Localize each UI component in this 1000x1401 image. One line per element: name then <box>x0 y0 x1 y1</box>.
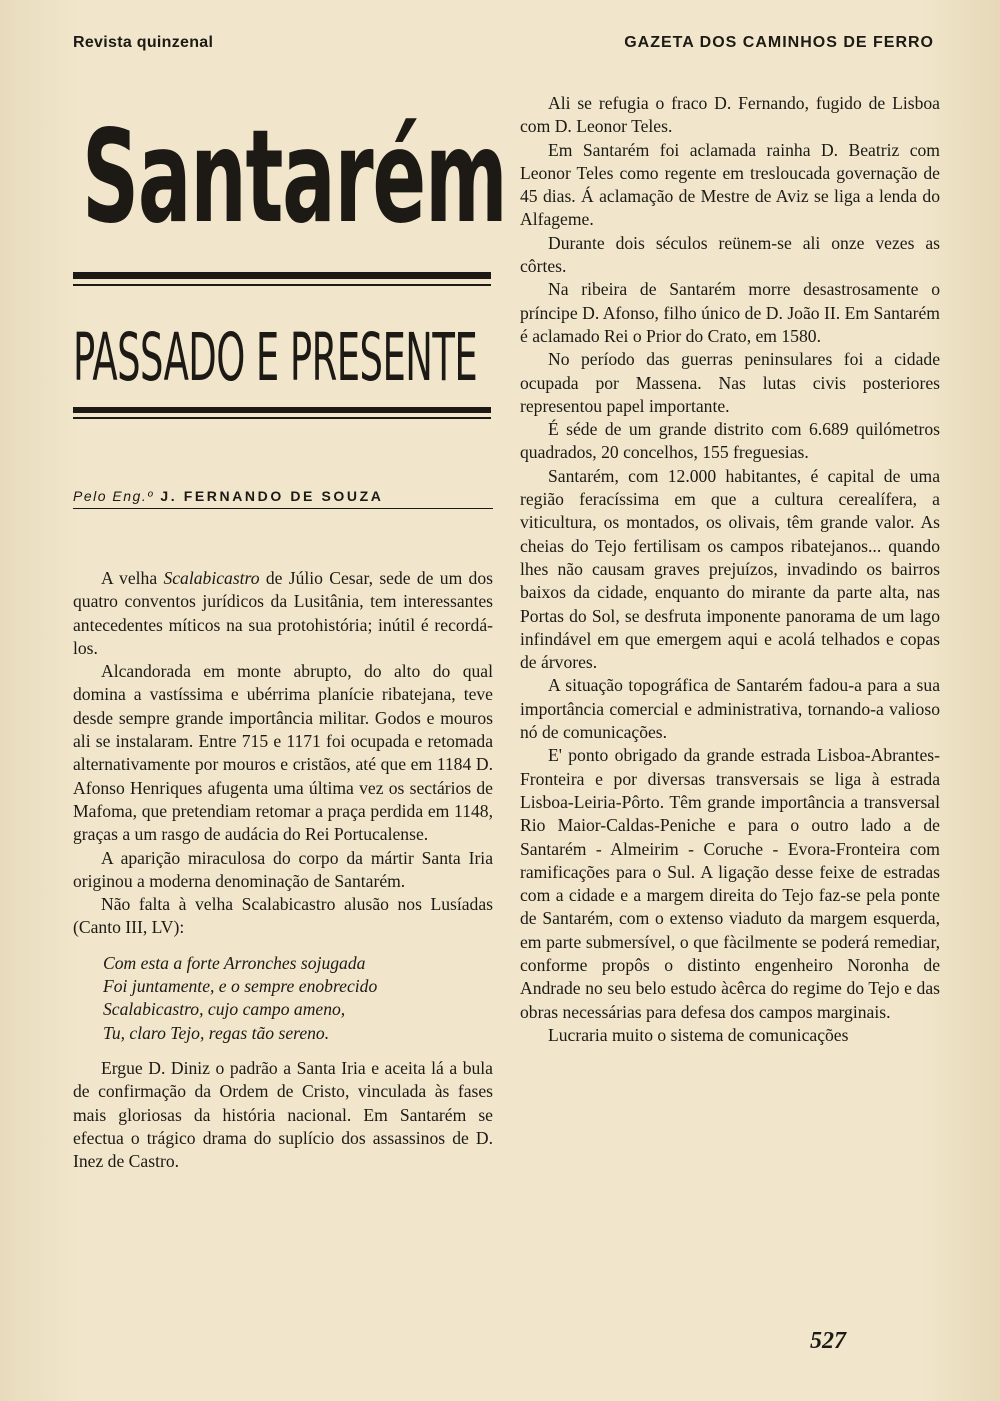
paragraph: Durante dois séculos reünem-se ali onze vezes as côrtes. <box>520 232 940 277</box>
poem-line: Com esta a forte Arronches sojugada <box>103 952 366 973</box>
paragraph: Não falta à velha Scalabicastro alusão nos Lusíadas (Canto III, LV): <box>73 894 493 938</box>
subtitle-rule-thick <box>73 407 491 413</box>
paragraph: Santarém, com 12.000 habitantes, é capital de uma região feracíssima em que a cultura cerealífera, a viticultura, os montados, os olivais, têm grande valor. As cheias do Tejo fertilisam os campos ribatejanos... quando lhes não causam graves prejuízos, invadindo os bairros baixos da cidade, enquanto do mirante da parte alta, nas Portas do Sol, se desfruta imponente panorama de um lago infindável em que emergem aqui e acolá telhados e copas de árvores. <box>520 465 940 673</box>
paragraph: A velha Scalabicastro de Júlio Cesar, sede de um dos quatro conventos jurídicos da Lusitânia, tem interessantes antecedentes míticos na sua protohistória; inútil é recordá-los. <box>73 568 493 658</box>
poem-line: Tu, claro Tejo, regas tão sereno. <box>103 1022 330 1043</box>
poem-line: Foi juntamente, e o sempre enobrecido <box>103 976 378 997</box>
paragraph: Ergue D. Diniz o padrão a Santa Iria e aceita lá a bula de confirmação da Ordem de Cristo, vinculada às fases mais gloriosas da história nacional. Em Santarém se efectua o trágico drama do suplício dos assassinos de D. Inez de Castro. <box>73 1057 493 1172</box>
paragraph: Em Santarém foi aclamada rainha D. Beatriz com Leonor Teles como regente em tresloucada governação de 45 dias. Á aclamação de Mestre de Aviz se liga a lenda do Alfageme. <box>520 139 940 230</box>
poem-quote <box>103 952 493 1045</box>
byline <box>73 488 493 509</box>
paragraph: A situação topográfica de Santarém fadou-a para a sua importância comercial e administrativa, tornando-a valioso nó de comunicações. <box>520 675 940 743</box>
article-title: Santarém <box>82 103 507 252</box>
paragraph: Ali se refugia o fraco D. Fernando, fugido de Lisboa com D. Leonor Teles. <box>520 93 940 137</box>
paragraph: É séde de um grande distrito com 6.689 quilómetros quadrados, 20 concelhos, 155 freguesias. <box>520 419 940 463</box>
paragraph: Na ribeira de Santarém morre desastrosamente o príncipe D. Afonso, filho único de D. João II. Em Santarém é aclamado Rei o Prior do Crato, em 1580. <box>520 279 940 346</box>
paragraph: Alcandorada em monte abrupto, do alto do qual domina a vastíssima e ubérrima planície ribatejana, teve desde sempre grande importância militar. Godos e mouros ali se instalaram. Entre 715 e 1171 foi ocupada e retomada alternativamente por mouros e cristãos, até que em 1184 D. Afonso Henriques afugenta uma última vez os sectários de Mafoma, que pretendiam retomar a praça perdida em 1148, graças a um rasgo de audácia do Rei Portucalense. <box>73 661 493 845</box>
paragraph: E' ponto obrigado da grande estrada Lisboa-Abrantes-Fronteira e por diversas transversais se liga à estrada Lisboa-Leiria-Pôrto. Têm grande importância a transversal Rio Maior-Caldas-Peniche e para o outro lado a de Santarém - Almeirim - Coruche - Evora-Fronteira com ramificações para o Sul. A ligação desse feixe de estradas com a cidade e a margem direita do Tejo faz-se pela ponte de Santarém, com o extenso viaduto da margem esquerda, em parte submersível, o que fàcilmente se poderá remediar, conforme propôs o distinto engenheiro Noronha de Andrade no seu belo estudo àcêrca do regime do Tejo e das obras necessárias para defesa dos campos marginais. <box>520 745 940 1022</box>
paragraph: No período das guerras peninsulares foi a cidade ocupada por Massena. Nas lutas civis posteriores representou papel importante. <box>520 349 940 416</box>
right-column <box>520 92 940 1047</box>
left-column <box>73 567 493 1173</box>
paragraph: Lucraria muito o sistema de comunicações <box>548 1024 849 1045</box>
magazine-title: GAZETA DOS CAMINHOS DE FERRO <box>624 34 934 51</box>
paragraph: A aparição miraculosa do corpo da mártir Santa Iria originou a moderna denominação de Santarém. <box>73 847 493 891</box>
poem-line: Scalabicastro, cujo campo ameno, <box>103 999 346 1020</box>
byline-prefix: Pelo Eng.º <box>73 488 154 504</box>
subtitle-rule-thin <box>73 417 491 419</box>
title-rule-thick <box>73 272 491 279</box>
title-rule-thin <box>73 284 491 286</box>
page-number: 527 <box>810 1328 846 1354</box>
magazine-subtitle: Revista quinzenal <box>73 34 214 51</box>
article-subtitle: PASSADO E PRESENTE <box>73 319 478 396</box>
byline-author: J. FERNANDO DE SOUZA <box>160 488 384 504</box>
